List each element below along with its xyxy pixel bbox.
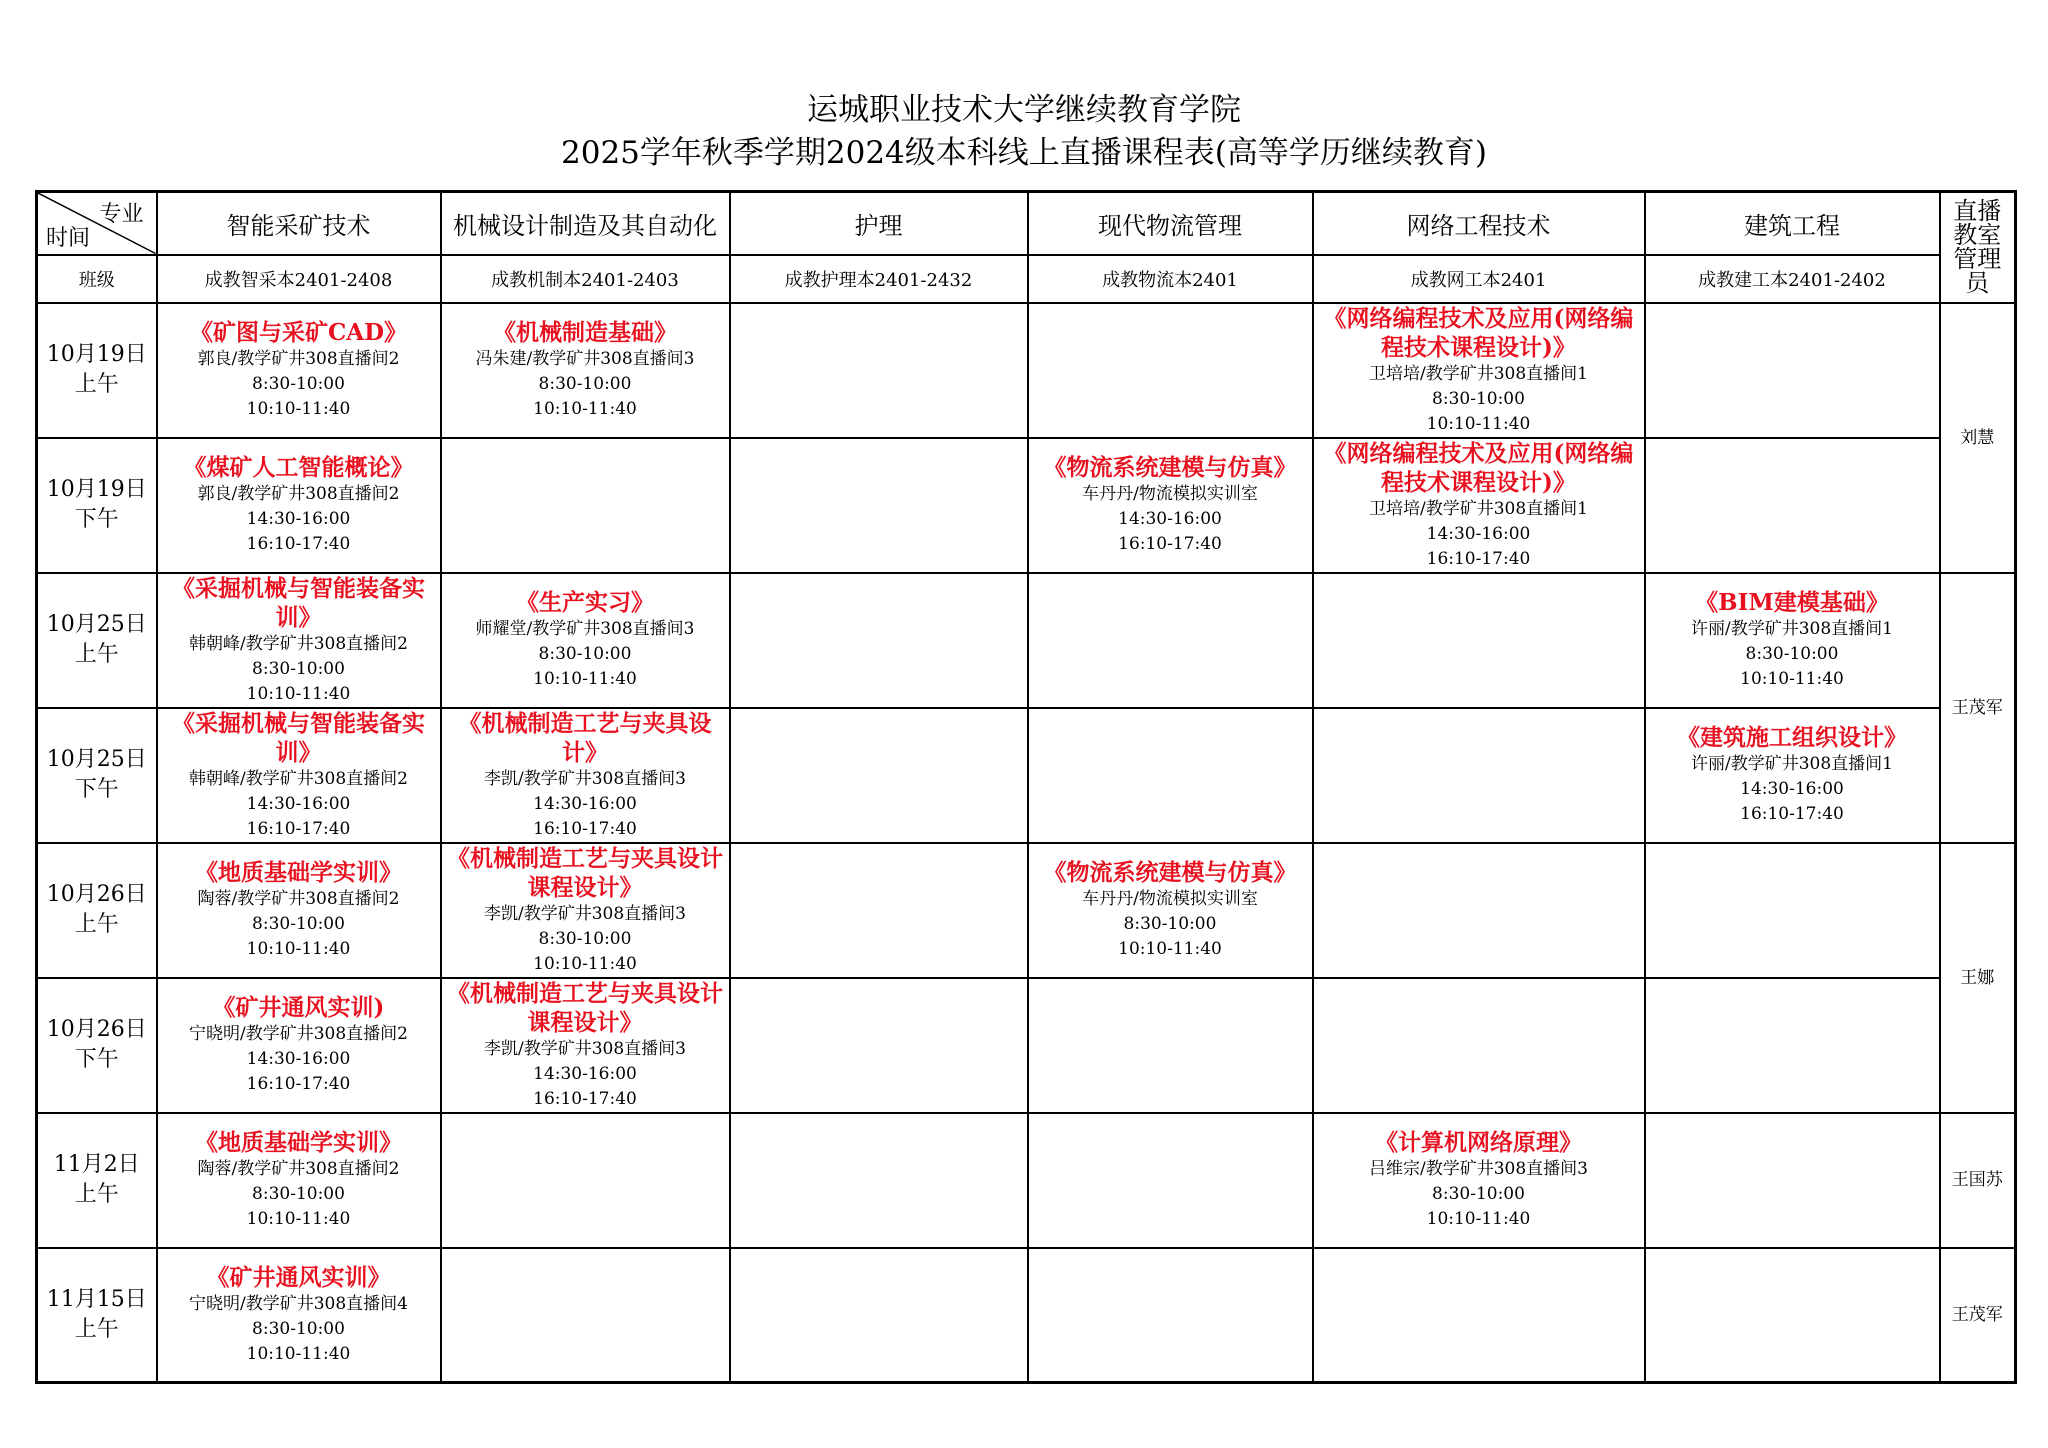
teacher-room: 李凯/教学矿井308直播间3 [484, 768, 686, 789]
course-name: 《物流系统建模与仿真》 [1043, 859, 1297, 886]
empty-cell [1645, 438, 1940, 573]
empty-cell [730, 573, 1028, 708]
major-header-row [37, 192, 2016, 255]
course-name: 《矿图与采矿CAD》 [189, 319, 408, 346]
course-name: 《煤矿人工智能概论》 [183, 454, 414, 481]
course-name: 《物流系统建模与仿真》 [1043, 454, 1297, 481]
period-label: 上午 [74, 912, 119, 937]
course-cell [157, 573, 441, 708]
schedule-row [37, 1113, 2016, 1248]
course-name: 《建筑施工组织设计》 [1677, 724, 1907, 751]
time-slot: 10:10-11:40 [533, 399, 637, 419]
course-name: 《采掘机械与智能装备实训》 [172, 709, 425, 766]
empty-cell [1028, 708, 1313, 843]
empty-cell [730, 438, 1028, 573]
teacher-room: 陶蓉/教学矿井308直播间2 [197, 1159, 400, 1179]
teacher-room: 李凯/教学矿井308直播间3 [484, 1038, 686, 1059]
course-cell [441, 978, 730, 1113]
time-slot: 10:10-11:40 [1740, 669, 1844, 689]
date-label: 11月2日 [53, 1152, 140, 1177]
schedule-row [37, 843, 2016, 978]
time-slot: 16:10-17:40 [533, 818, 637, 839]
course-name: 《机械制造工艺与夹具设计课程设计》 [447, 844, 723, 901]
time-slot: 14:30-16:00 [533, 793, 637, 814]
empty-cell [1313, 708, 1645, 843]
time-slot: 14:30-16:00 [1740, 779, 1844, 799]
time-cell [37, 438, 157, 573]
course-name: 《机械制造工艺与夹具设计》 [458, 709, 712, 766]
time-slot: 16:10-17:40 [1740, 804, 1844, 824]
empty-cell [730, 1113, 1028, 1248]
time-slot: 10:10-11:40 [246, 399, 351, 419]
time-slot: 8:30-10:00 [252, 658, 345, 679]
course-cell [1028, 843, 1313, 978]
course-name: 《生产实习》 [516, 589, 654, 616]
course-cell [441, 708, 730, 843]
empty-cell [730, 978, 1028, 1113]
major-header: 智能采矿技术 [157, 192, 441, 255]
time-cell [37, 978, 157, 1113]
course-cell [157, 978, 441, 1113]
period-label: 上午 [74, 642, 119, 667]
course-name: 《采掘机械与智能装备实训》 [172, 574, 425, 631]
admin-name: 王国苏 [1940, 1113, 2016, 1248]
empty-cell [1313, 1248, 1645, 1383]
major-header: 护理 [730, 192, 1028, 255]
time-slot: 10:10-11:40 [533, 953, 637, 974]
admin-name: 王茂军 [1940, 1248, 2016, 1383]
course-name: 《网络编程技术及应用(网络编程技术课程设计)》 [1323, 439, 1634, 496]
course-cell [1645, 573, 1940, 708]
major-header: 网络工程技术 [1313, 192, 1645, 255]
time-slot: 10:10-11:40 [1118, 939, 1222, 959]
empty-cell [441, 1113, 730, 1248]
schedule-row [37, 708, 2016, 843]
empty-cell [1645, 978, 1940, 1113]
course-cell [441, 843, 730, 978]
empty-cell [1028, 1113, 1313, 1248]
class-name: 成教机制本2401-2403 [441, 255, 730, 303]
empty-cell [1028, 303, 1313, 438]
date-label: 10月26日 [46, 1017, 147, 1042]
date-label: 10月19日 [46, 477, 147, 502]
course-cell [157, 1248, 441, 1383]
course-cell [1028, 438, 1313, 573]
time-slot: 8:30-10:00 [252, 1318, 345, 1339]
empty-cell [730, 303, 1028, 438]
course-name: 《地质基础学实训》 [195, 859, 402, 886]
teacher-room: 卫培培/教学矿井308直播间1 [1369, 363, 1588, 384]
teacher-room: 郭良/教学矿井308直播间2 [197, 349, 400, 369]
time-slot: 10:10-11:40 [246, 1343, 351, 1364]
empty-cell [1028, 978, 1313, 1113]
empty-cell [1313, 978, 1645, 1113]
corner-major-label: 专业 [99, 202, 144, 227]
class-name: 成教护理本2401-2432 [730, 255, 1028, 303]
major-header: 建筑工程 [1645, 192, 1940, 255]
major-header: 机械设计制造及其自动化 [441, 192, 730, 255]
admin-header: 直播教室管理员 [1940, 192, 2016, 303]
teacher-room: 宁晓明/教学矿井308直播间4 [189, 1293, 408, 1314]
time-slot: 8:30-10:00 [252, 914, 345, 934]
teacher-room: 韩朝峰/教学矿井308直播间2 [189, 768, 408, 789]
time-slot: 14:30-16:00 [246, 793, 351, 814]
schedule-table [35, 190, 2017, 1384]
time-slot: 10:10-11:40 [246, 1209, 351, 1229]
time-slot: 14:30-16:00 [533, 1063, 637, 1084]
title-line-2: 2025学年秋季学期2024级本科线上直播课程表(高等学历继续教育) [561, 135, 1487, 171]
time-slot: 14:30-16:00 [246, 1049, 351, 1069]
time-slot: 16:10-17:40 [533, 1088, 637, 1109]
date-label: 11月15日 [46, 1286, 147, 1312]
course-cell [1313, 303, 1645, 438]
class-name: 成教网工本2401 [1313, 255, 1645, 303]
period-label: 下午 [74, 1047, 119, 1072]
empty-cell [1313, 573, 1645, 708]
time-slot: 8:30-10:00 [538, 374, 632, 394]
time-slot: 10:10-11:40 [246, 939, 351, 959]
date-label: 10月25日 [46, 747, 147, 772]
time-slot: 16:10-17:40 [1426, 548, 1531, 569]
schedule-row [37, 303, 2016, 438]
time-slot: 8:30-10:00 [538, 928, 632, 949]
class-label: 班级 [37, 255, 157, 303]
course-cell [441, 573, 730, 708]
time-slot: 8:30-10:00 [1432, 388, 1525, 409]
class-row [37, 255, 2016, 303]
teacher-room: 车丹丹/物流模拟实训室 [1082, 889, 1258, 909]
time-slot: 10:10-11:40 [246, 683, 351, 704]
empty-cell [730, 708, 1028, 843]
time-slot: 10:10-11:40 [533, 669, 637, 689]
teacher-room: 吕维宗/教学矿井308直播间3 [1369, 1159, 1588, 1179]
time-slot: 16:10-17:40 [246, 818, 351, 839]
date-label: 10月26日 [46, 882, 147, 907]
teacher-room: 宁晓明/教学矿井308直播间2 [189, 1024, 408, 1044]
teacher-room: 许丽/教学矿井308直播间1 [1691, 619, 1893, 639]
time-cell [37, 573, 157, 708]
title-line-1: 运城职业技术大学继续教育学院 [807, 92, 1241, 128]
teacher-room: 师耀堂/教学矿井308直播间3 [475, 619, 695, 639]
time-cell [37, 843, 157, 978]
teacher-room: 陶蓉/教学矿井308直播间2 [197, 889, 400, 909]
time-slot: 14:30-16:00 [246, 509, 351, 529]
time-slot: 8:30-10:00 [252, 1184, 345, 1204]
teacher-room: 许丽/教学矿井308直播间1 [1691, 754, 1893, 774]
date-label: 10月25日 [46, 612, 147, 637]
time-slot: 10:10-11:40 [1426, 1209, 1531, 1229]
empty-cell [1645, 843, 1940, 978]
time-slot: 8:30-10:00 [252, 374, 345, 394]
period-label: 上午 [74, 372, 119, 397]
teacher-room: 冯朱建/教学矿井308直播间3 [475, 349, 695, 369]
schedule-row [37, 438, 2016, 573]
time-slot: 10:10-11:40 [1426, 413, 1531, 434]
empty-cell [1028, 1248, 1313, 1383]
time-cell [37, 303, 157, 438]
date-label: 10月19日 [46, 342, 147, 367]
empty-cell [730, 843, 1028, 978]
teacher-room: 车丹丹/物流模拟实训室 [1082, 484, 1258, 504]
admin-name: 刘慧 [1940, 303, 2016, 573]
schedule-row [37, 573, 2016, 708]
empty-cell [1645, 1248, 1940, 1383]
course-name: 《BIM建模基础》 [1695, 589, 1889, 616]
course-cell [157, 708, 441, 843]
time-slot: 8:30-10:00 [1745, 644, 1839, 664]
class-name: 成教物流本2401 [1028, 255, 1313, 303]
course-cell [1313, 438, 1645, 573]
course-cell [1645, 708, 1940, 843]
class-name: 成教建工本2401-2402 [1645, 255, 1940, 303]
period-label: 上午 [74, 1316, 119, 1342]
course-name: 《矿井通风实训》 [206, 1263, 391, 1291]
course-name: 《矿井通风实训) [212, 994, 385, 1021]
corner-cell [37, 192, 157, 255]
empty-cell [1645, 1113, 1940, 1248]
time-slot: 16:10-17:40 [1118, 534, 1222, 554]
time-cell [37, 708, 157, 843]
course-cell [157, 843, 441, 978]
time-slot: 8:30-10:00 [538, 644, 632, 664]
time-slot: 8:30-10:00 [1432, 1184, 1525, 1204]
course-name: 《机械制造工艺与夹具设计课程设计》 [447, 979, 723, 1036]
teacher-room: 李凯/教学矿井308直播间3 [484, 903, 686, 924]
admin-name: 王茂军 [1940, 573, 2016, 843]
course-name: 《计算机网络原理》 [1375, 1129, 1582, 1156]
empty-cell [1313, 843, 1645, 978]
course-name: 《机械制造基础》 [493, 319, 677, 346]
time-slot: 14:30-16:00 [1426, 523, 1531, 544]
empty-cell [730, 1248, 1028, 1383]
teacher-room: 卫培培/教学矿井308直播间1 [1369, 498, 1588, 519]
time-cell [37, 1248, 157, 1383]
course-cell [157, 303, 441, 438]
course-name: 《地质基础学实训》 [195, 1129, 402, 1156]
course-cell [157, 1113, 441, 1248]
course-name: 《网络编程技术及应用(网络编程技术课程设计)》 [1323, 304, 1634, 361]
course-cell [1313, 1113, 1645, 1248]
teacher-room: 韩朝峰/教学矿井308直播间2 [189, 633, 408, 654]
schedule-row [37, 1248, 2016, 1383]
corner-time-label: 时间 [46, 225, 91, 251]
time-slot: 16:10-17:40 [246, 534, 351, 554]
period-label: 下午 [74, 507, 119, 532]
empty-cell [441, 1248, 730, 1383]
teacher-room: 郭良/教学矿井308直播间2 [197, 484, 400, 504]
schedule-row [37, 978, 2016, 1113]
time-slot: 16:10-17:40 [246, 1074, 351, 1094]
empty-cell [441, 438, 730, 573]
period-label: 下午 [74, 777, 119, 802]
admin-name: 王娜 [1940, 843, 2016, 1113]
time-slot: 8:30-10:00 [1123, 914, 1217, 934]
course-cell [441, 303, 730, 438]
time-cell [37, 1113, 157, 1248]
course-cell [157, 438, 441, 573]
time-slot: 14:30-16:00 [1118, 509, 1222, 529]
empty-cell [1645, 303, 1940, 438]
empty-cell [1028, 573, 1313, 708]
class-name: 成教智采本2401-2408 [157, 255, 441, 303]
period-label: 上午 [74, 1182, 119, 1207]
major-header: 现代物流管理 [1028, 192, 1313, 255]
